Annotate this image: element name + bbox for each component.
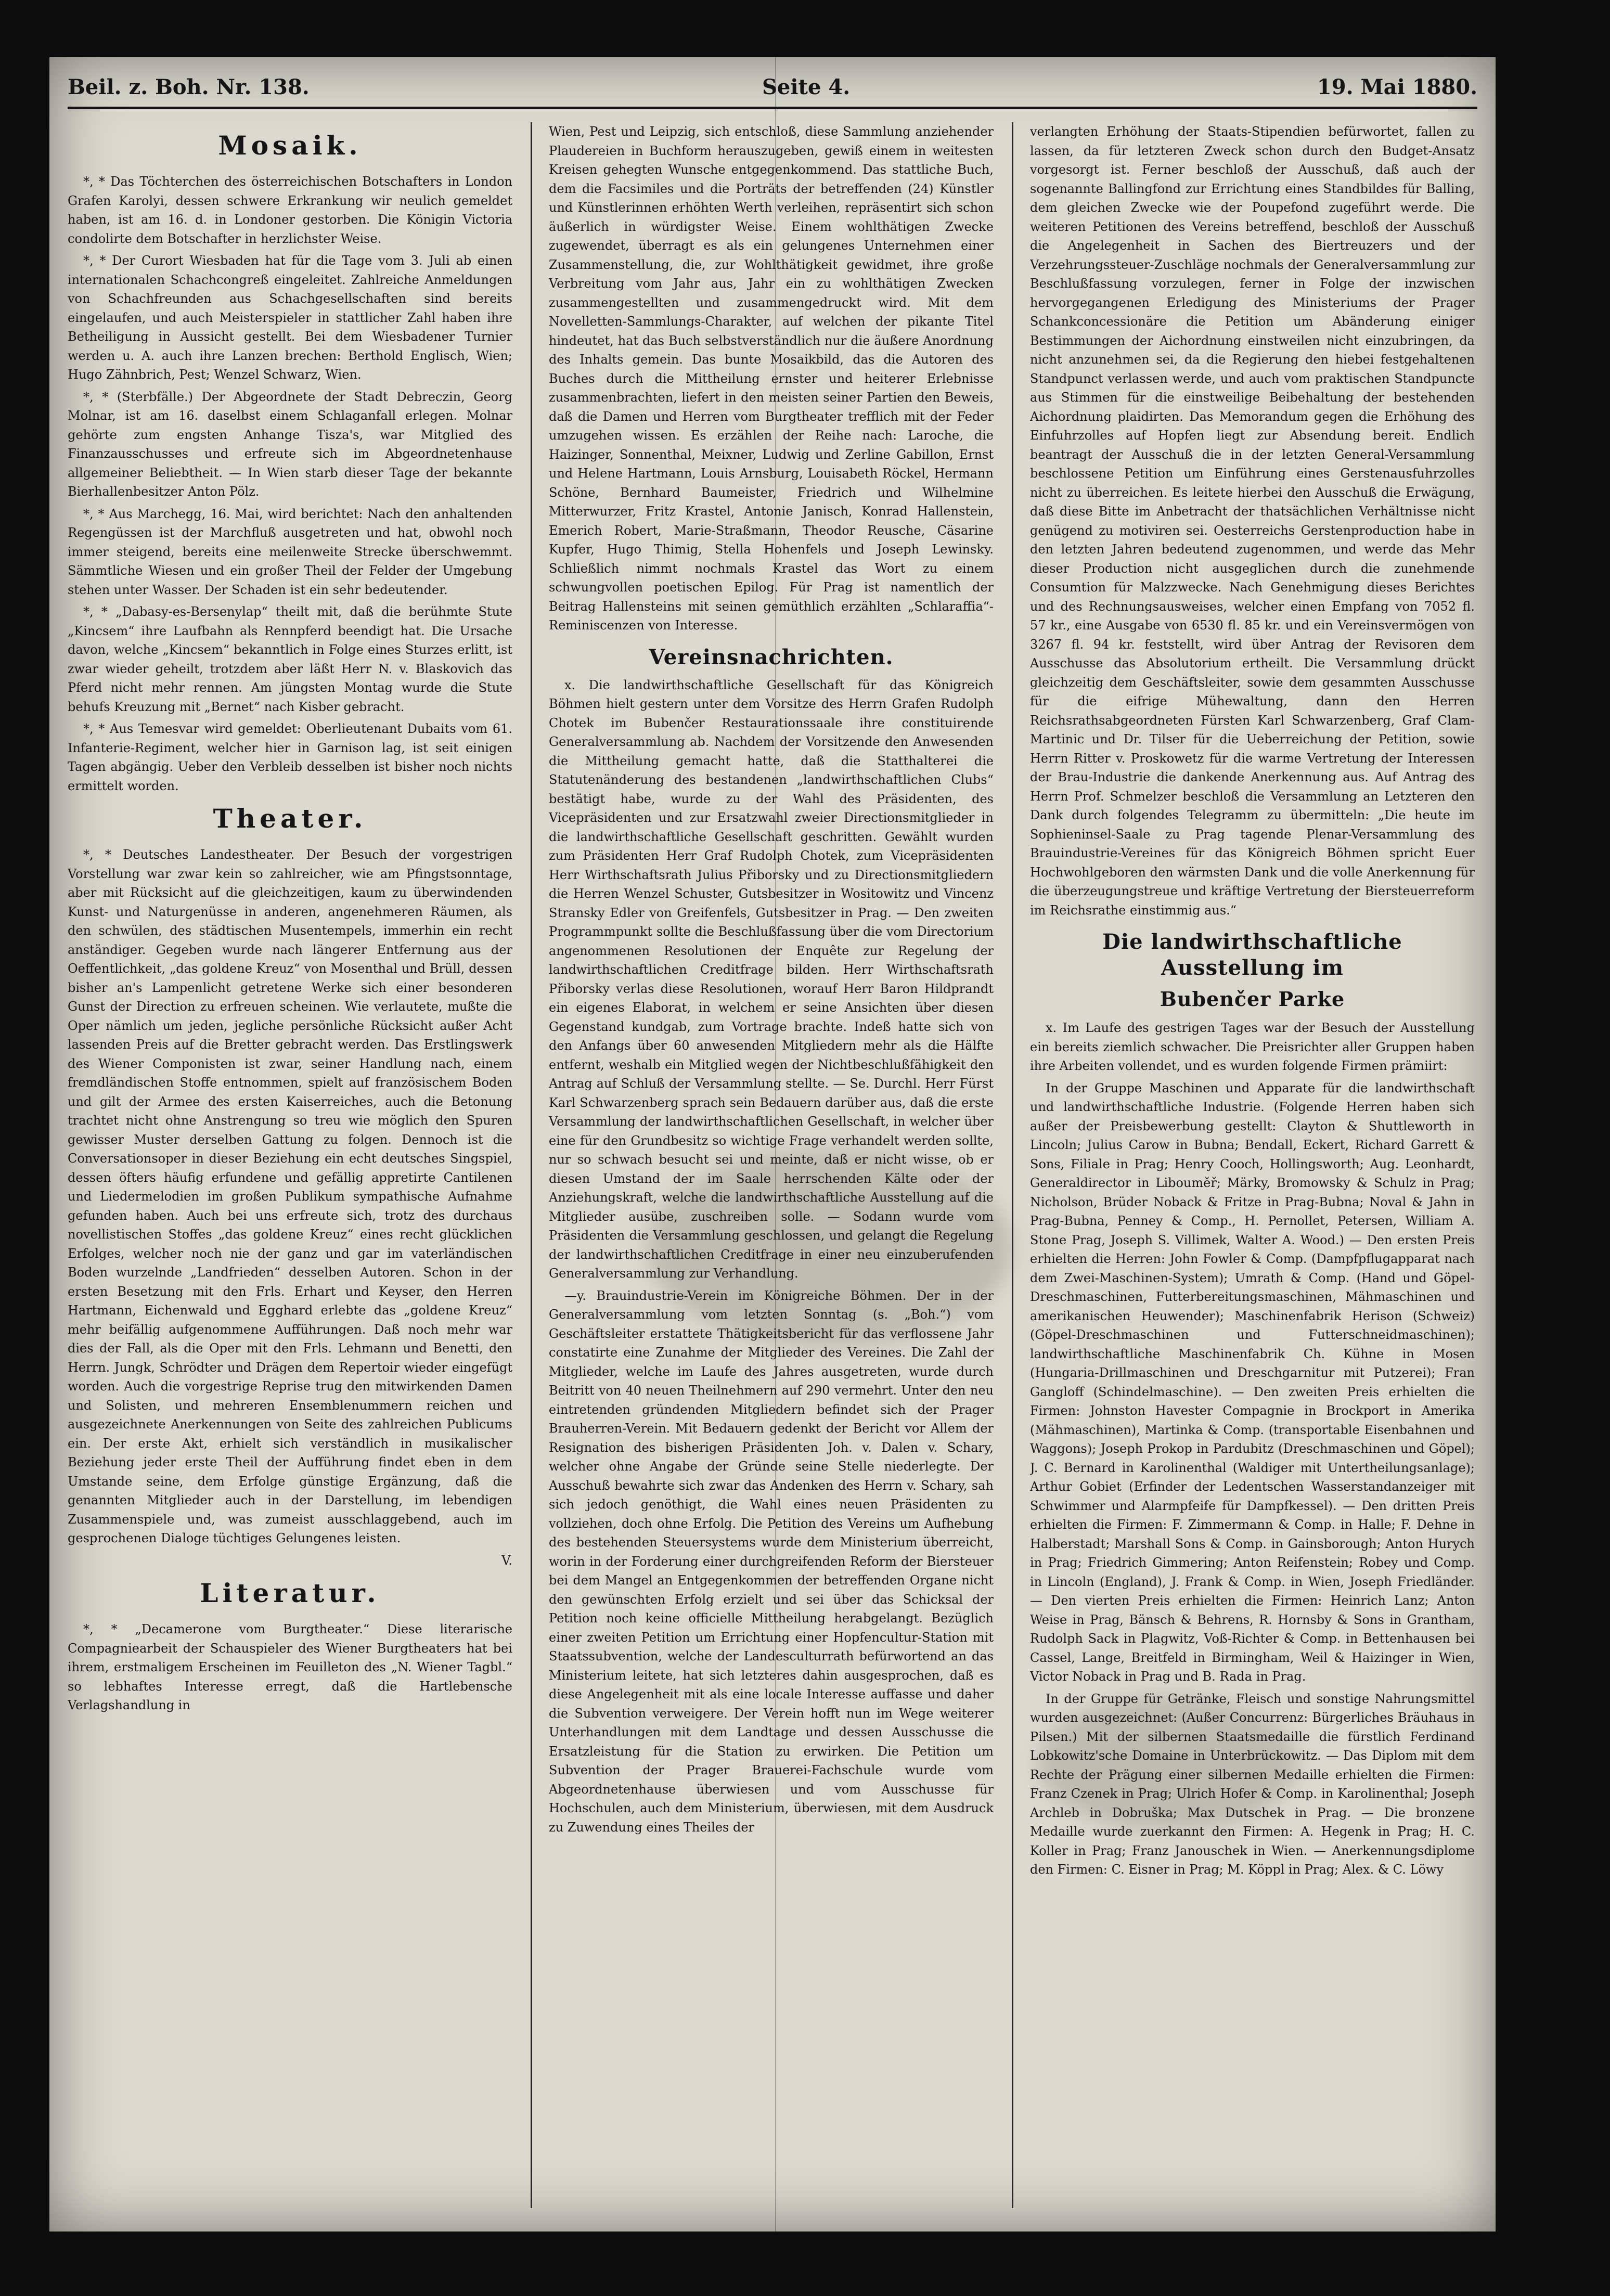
page-header	[68, 73, 1477, 104]
section-subtitle-ausstellung: Bubenčer Parke	[1160, 987, 1345, 1011]
header-date: 19. Mai 1880.	[1317, 75, 1477, 99]
article-paragraph: *, * „Decamerone vom Burgtheater.“ Diese literarische Compagniearbeit der Schauspieler des Wiener Burgtheaters hat bei ihrem, erstmaligem Erscheinen im Feuilleton des „N. Wiener Tagbl.“ so lebhaftes Interesse erregt, daß die Hartlebensche Verlagshandlung in	[68, 1622, 512, 1712]
section-title-theater: Theater.	[213, 803, 367, 834]
article-paragraph: *, * Aus Temesvar wird gemeldet: Oberlieutenant Dubaits vom 61. Infanterie-Regiment, welcher hier in Garnison lag, ist seit einigen Tagen abgängig. Ueber den Verbleib desselben ist bisher noch nichts ermittelt worden.	[68, 721, 512, 793]
article-paragraph: *, * Aus Marchegg, 16. Mai, wird berichtet: Nach den anhaltenden Regengüssen ist der Marchfluß ausgetreten und hat, obwohl noch immer steigend, bereits eine meilenweite Strecke überschwemmt. Sämmtliche Wiesen und ein großer Theil der Felder der Umgebung stehen unter Wasser. Der Schaden ist ein sehr bedeutender.	[68, 506, 512, 597]
section-title-vereinsnachrichten: Vereinsnachrichten.	[649, 644, 894, 669]
article-paragraph: *, * Das Töchterchen des österreichischen Botschafters in London Grafen Karolyi, dessen schwere Erkrankung wir neulich gemeldet haben, ist am 16. d. in Londoner gestorben. Die Königin Victoria condolirte dem Botschafter in herzlichster Weise.	[68, 174, 512, 246]
section-title-ausstellung: Die landwirthschaftliche Ausstellung im	[1102, 930, 1402, 980]
header-page-number: Seite 4.	[762, 75, 851, 99]
article-paragraph: *, * Deutsches Landestheater. Der Besuch der vorgestrigen Vorstellung war zwar kein so zahlreicher, wie am Pfingstsonntage, aber mit Rücksicht auf die gleichzeitigen, kaum zu überwindenden Kunst- und Naturgenüsse in anderen, angenehmeren Räumen, als den schwülen, des städtischen Musentempels, immerhin ein recht anständiger. Gegeben wurde nach längerer Entfernung aus der Oeffentlichkeit, „das goldene Kreuz“ von Mosenthal und Brüll, dessen bisher an's Lampenlicht getretene Werke sich einer besonderen Gunst der Direction zu erfreuen scheinen. Wie verlautete, mußte die Oper nämlich um jeden, jegliche persönliche Rücksicht außer Acht lassenden Preis auf die Bretter gebracht werden. Das Erstlingswerk des Wiener Componisten ist zwar, seiner Handlung nach, einem fremdländischen Stoffe entnommen, spielt auf französischem Boden und gilt der Armee des ersten Kaiserreiches, auch die Betonung trachtet nicht ohne Anstrengung so treu wie möglich den Spuren gewisser Muster derselben Gattung zu folgen. Dennoch ist die Conversationsoper in dieser Beziehung ein echt deutsches Singspiel, dessen öfters häufig erfundene und gefällig appretirte Cantilenen und Liedermelodien im großen Publikum sympathische Aufnahme gefunden haben. Auch bei uns erfreute sich, trotz des durchaus novellistischen Stoffes „das goldene Kreuz“ eines recht glücklichen Erfolges, welcher noch nie der ganz und gar im vaterländischen Boden wurzelnde „Landfrieden“ desselben Autoren. Schon in der ersten Besetzung mit den Frls. Erhart und Keyser, den Herren Hartmann, Eichenwald und Egghard erlebte das „goldene Kreuz“ mehr beifällig aufgenommene Aufführungen. Daß noch mehr war dies der Fall, als die Oper mit den Frls. Lehmann und Benetti, den Herrn. Jungk, Schrödter und Drägen dem Repertoir wieder eingefügt worden. Auch die vorgestrige Reprise trug den mitwirkenden Damen und Solisten, und mehreren Ensemblenummern reichen und ausgezeichnete Anerkennungen von Seite des zahlreichen Publicums ein. Der erste Akt, erhielt sich verständlich in musikalischer Beziehung jeder erste Theil der Aufführung findet eben in dem Umstande seine, dem Erfolge günstige Ergänzung, daß die genannten Mitglieder auch in der Darstellung, im lebendigen Zusammenspiele und, was zumeist ausschlaggebend, auch im gesprochenen Dialoge tüchtiges Gelungenes leisten.	[68, 847, 512, 1545]
column-rule	[531, 122, 532, 2208]
article-paragraph: *, * „Dabasy-es-Bersenylap“ theilt mit, daß die berühmte Stute „Kincsem“ ihre Laufbahn als Rennpferd beendigt hat. Die Ursache davon, welche „Kincsem“ bekanntlich in Folge eines Sturzes erlitt, ist zwar wieder geheilt, trotzdem aber läßt Herr N. v. Blaskovich das Pferd nicht mehr rennen. Am jüngsten Montag wurde die Stute behufs Kreuzung mit „Bernet“ nach Kisber gebracht.	[68, 604, 512, 714]
article-paragraph: *, * (Sterbfälle.) Der Abgeordnete der Stadt Debreczin, Georg Molnar, ist am 16. daselbst einem Schlaganfall erlegen. Molnar gehörte zum engsten Anhange Tisza's, war Mitglied des Finanzausschusses und erfreute sich im Abgeordnetenhause allgemeiner Beliebtheit. — In Wien starb dieser Tage der bekannte Bierhallenbesitzer Anton Pölz.	[68, 389, 512, 499]
article-paragraph: In der Gruppe für Getränke, Fleisch und sonstige Nahrungsmittel wurden ausgezeichnet: (Außer Concurrenz: Bürgerliches Bräuhaus in Pilsen.) Mit der silbernen Staatsmedaille die fürstlich Ferdinand Lobkowitz'sche Domaine in Unterbrückowitz. — Das Diplom mit dem Rechte der Prägung einer silbernen Medaille erhielten die Firmen: Franz Czenek in Prag; Ulrich Hofer & Comp. in Karolinenthal; Joseph Archleb in Dobruška; Max Dutschek in Prag. — Die bronzene Medaille wurde zuerkannt den Firmen: A. Hegenk in Prag; H. C. Koller in Prag; Franz Janouschek in Wien. — Anerkennungsdiplome den Firmen: C. Eisner in Prag; M. Köppl in Prag; Alex. & C. Löwy	[1030, 1691, 1475, 1877]
header-rule	[68, 107, 1477, 109]
section-title-literatur: Literatur.	[200, 1578, 380, 1608]
column-2	[549, 122, 994, 2208]
article-paragraph: Wien, Pest und Leipzig, sich entschloß, diese Sammlung anziehender Plaudereien in Buchform herauszugeben, gewiß einem in weitesten Kreisen gehegten Wunsche entgegenkommend. Das stattliche Buch, dem die Facsimiles und die Porträts der betreffenden (24) Künstler und Künstlerinnen erhöhten Werth verleihen, repräsentirt sich schon äußerlich in würdigster Weise. Einem wohlthätigen Zwecke zugewendet, überragt es als ein gelungenes Unternehmen einer Zusammenstellung, die, zur Wohlthätigkeit gewidmet, ihre große Verbreitung vom Jahr aus, Jahr ein zu wohlthätigen Zwecken zusammengestellten und zusammengedruckt wird. Mit dem Novelletten-Sammlungs-Charakter, auf welchen der pikante Titel hindeutet, hat das Buch selbstverständlich nur die äußere Anordnung des Inhalts gemein. Das bunte Mosaikbild, das die Autoren des Buches durch die Mittheilung ernster und heiterer Erlebnisse zusammenbrachten, liefert in den meisten seiner Partien den Beweis, daß die Damen und Herren vom Burgtheater trefflich mit der Feder umzugehen wissen. Es erzählen der Reihe nach: Laroche, die Haizinger, Sonnenthal, Meixner, Ludwig und Zerline Gabillon, Ernst und Helene Hartmann, Louis Arnsburg, Louisabeth Röckel, Hermann Schöne, Bernhard Baumeister, Friedrich und Wilhelmine Mitterwurzer, Fritz Krastel, Antonie Janisch, Konrad Hallenstein, Emerich Robert, Marie-Straßmann, Theodor Reusche, Cäsarine Kupfer, Hugo Thimig, Stella Hohenfels und Joseph Lewinsky. Schließlich nimmt nochmals Krastel das Wort zu einem schwungvollen poetischen Epilog. Für Prag ist namentlich der Beitrag Hallensteins mit seinen gemüthlich erzählten „Schlaraffia“-Reminiscenzen von Interesse.	[549, 124, 994, 633]
newspaper-page	[49, 57, 1496, 2231]
article-paragraph: *, * Der Curort Wiesbaden hat für die Tage vom 3. Juli ab einen internationalen Schachcongreß eingeleitet. Zahlreiche Anmeldungen von Schachfreunden aus Schachgesellschaften sind bereits eingelaufen, und auch Meisterspieler in stattlicher Zahl haben ihre Betheiligung in Aussicht gestellt. Bei dem Wiesbadener Turnier werden u. A. auch ihre Lanzen brechen: Berthold Englisch, Wien; Hugo Zähnbrich, Pest; Wenzel Schwarz, Wien.	[68, 253, 512, 382]
column-rule	[1012, 122, 1013, 2208]
header-issue: Beil. z. Boh. Nr. 138.	[68, 75, 310, 99]
article-paragraph: In der Gruppe Maschinen und Apparate für die landwirthschaft und landwirthschaftliche Industrie. (Folgende Herren haben sich außer der Preisbewerbung gestellt: Clayton & Shuttleworth in Lincoln; Julius Carow in Bubna; Bendall, Eckert, Richard Garrett & Sons, Filiale in Prag; Henry Cooch, Hollingsworth; Aug. Leonhardt, Generaldirector in Libouměř; Märky, Bromowsky & Schulz in Prag; Nicholson, Brüder Noback & Fritze in Prag-Bubna; Noval & Jahn in Prag-Bubna, Penney & Comp., H. Pernollet, Petersen, William A. Stone Prag, Joseph S. Villimek, Walter A. Wood.) — Den ersten Preis erhielten die Herren: John Fowler & Comp. (Dampfpflugapparat nach dem Zwei-Maschinen-System); Umrath & Comp. (Hand und Göpel-Dreschmaschinen, Futterbereitungsmaschinen, Mähmaschinen und amerikanischen Heuwender); Maschinenfabrik Herison (Schweiz) (Göpel-Dreschmaschinen und Futterschneidmaschinen); landwirthschaftliche Maschinenfabrik Ch. Kühne in Mosen (Hungaria-Drillmaschinen und Dreschgarnitur mit Putzerei); Fran Gangloff (Schindelmaschine). — Den zweiten Preis erhielten die Firmen: Johnston Havester Compagnie in Brockport in Amerika (Mähmaschinen), Martinka & Comp. (transportable Eisenbahnen und Waggons); Joseph Prokop in Pardubitz (Dreschmaschinen und Göpel); J. C. Bernard in Karolinenthal (Waldiger mit Untertheilungsanlage); Arthur Gobiet (Erfinder der Ledentschen Wasserstandanzeiger mit Schwimmer und Alarmpfeife für Dampfkessel). — Den dritten Preis erhielten die Firmen: F. Zimmermann & Comp. in Halle; F. Dehne in Halberstadt; Marshall Sons & Comp. in Gainsborough; Anton Hurych in Prag; Friedrich Gimmering; Anton Reifenstein; Robey und Comp. in Lincoln (England), J. Frank & Comp. in Wien, Joseph Friedländer. — Den vierten Preis erhielten die Firmen: Heinrich Lanz; Anton Weise in Prag, Bänsch & Behrens, R. Hornsby & Sons in Grantham, Rudolph Sack in Plagwitz, Voß-Richter & Comp. in Bettenhausen bei Cassel, Lange, Breitfeld in Birmingham, Weil & Haizinger in Wien, Victor Noback in Prag und B. Rada in Prag.	[1030, 1080, 1475, 1684]
article-signature: V.	[501, 1553, 512, 1568]
column-3	[1030, 122, 1475, 2208]
article-paragraph: x. Die landwirthschaftliche Gesellschaft für das Königreich Böhmen hielt gestern unter dem Vorsitze des Herrn Grafen Rudolph Chotek im Bubenčer Restaurationssaale ihre constituirende Generalversammlung ab. Nachdem der Vorsitzende den Anwesenden die Mittheilung gemacht hatte, daß die Statthalterei die Statutenänderung des bestandenen „landwirthschaftlichen Clubs“ bestätigt habe, wurde zu der Wahl des Präsidenten, des Vicepräsidenten und zur Ersatzwahl zweier Directionsmitglieder in die landwirthschaftliche Gesellschaft geschritten. Gewählt wurden zum Präsidenten Herr Graf Rudolph Chotek, zum Vicepräsidenten Herr Wirthschaftsrath Julius Přiborsky und zu Directionsmitgliedern die Herren Wenzel Schuster, Gutsbesitzer in Wositowitz und Vincenz Stransky Edler von Greifenfels, Gutsbesitzer in Prag. — Den zweiten Programmpunkt sollte die Beschlußfassung über die vom Directorium angenommenen Resolutionen der Enquête zur Regelung der landwirthschaftlichen Creditfrage bilden. Herr Wirthschaftsrath Přiborsky verlas diese Resolutionen, worauf Herr Baron Hildprandt ein eigenes Elaborat, in welchem er seine Ansichten über diesen Gegenstand kundgab, zum Vortrage brachte. Indeß hatte sich von den Anfangs über 60 anwesenden Mitgliedern mehr als die Hälfte entfernt, weshalb ein Mitglied wegen der Nichtbeschlußfähigkeit den Antrag auf Schluß der Versammlung stellte. — Se. Durchl. Herr Fürst Karl Schwarzenberg sprach sein Bedauern darüber aus, daß die erste Versammlung der landwirthschaftlichen Gesellschaft, in welcher über eine für den Grundbesitz so wichtige Frage verhandelt werden sollte, nur so schwach besucht sei und meinte, daß er nicht wisse, ob er diesen Umstand der im Saale herrschenden Kälte oder der Anziehungskraft, welche die landwirthschaftliche Ausstellung auf die Mitglieder ausübe, zuschreiben solle. — Sodann wurde vom Präsidenten die Versammlung geschlossen, und gelangt die Regelung der landwirthschaftlichen Creditfrage in einer neu einzuberufenden Generalversammlung zur Verhandlung.	[549, 677, 994, 1281]
column-1	[68, 122, 512, 2208]
article-paragraph: verlangten Erhöhung der Staats-Stipendien befürwortet, fallen zu lassen, da für letzteren Zweck schon durch den Budget-Ansatz vorgesorgt ist. Ferner beschloß der Ausschuß, daß auch der sogenannte Ballingfond zur Errichtung eines Standbildes für Balling, dem gleichen Zwecke wie der Poupefond zugeführt werde. Die weiteren Petitionen des Vereins betreffend, beschloß der Ausschuß die Angelegenheit in Sachen des Biertreuzers und der Verzehrungssteuer-Zuschläge nochmals der Generalversammlung zur Beschlußfassung vorzulegen, ferner in Folge der inzwischen hervorgegangenen Erledigung des Ministeriums der Prager Schankconcessionäre die Petition um Abänderung einiger Bestimmungen der Aichordnung einstweilen nicht einzubringen, da nicht anzunehmen sei, da die Regierung den hiebei festgehaltenen Standpunct verlassen werde, und auch vom praktischen Standpuncte aus Stimmen für die einstweilige Beibehaltung der bestehenden Aichordnung plaidirten. Das Memorandum gegen die Erhöhung des Einfuhrzolles auf Hopfen liegt zur Absendung bereit. Endlich beantragt der Ausschuß die in der letzten General-Versammlung beschlossene Petition um Einführung eines Gerstenausfuhrzolles nicht zu überreichen. Es leitete hierbei den Ausschuß die Erwägung, daß diese Bitte im Anbetracht der thatsächlichen Verhältnisse nicht genügend zu motiviren sei. Oesterreichs Gerstenproduction habe in den letzten Jahren bedeutend zugenommen, und werde das Mehr dieser Production nicht ausgeglichen durch die zunehmende Consumtion für Malzzwecke. Nach Genehmigung dieses Berichtes und des Rechnungsausweises, welcher einen Empfang von 7052 fl. 57 kr., eine Ausgabe von 6530 fl. 85 kr. und ein Vereinsvermögen von 3267 fl. 94 kr. feststellt, wird über Antrag der Revisoren dem Ausschusse das Absolutorium ertheilt. Die Versammlung drückt gleichzeitig dem Geschäftsleiter, sowie dem gesammten Ausschusse für die eifrige Mühewaltung, dann den Herren Reichsrathsabgeordneten Fürsten Karl Schwarzenberg, Graf Clam-Martinic und Dr. Tilser für die Ueberreichung der Petition, sowie Herrn Ritter v. Proskowetz für die warme Vertretung der Interessen der Brau-Industrie die dankende Anerkennung aus. Auf Antrag des Herrn Prof. Schmelzer beschloß die Versammlung an Letzteren den Dank durch folgendes Telegramm zu übermitteln: „Die heute im Sophieninsel-Saale zu Prag tagende Plenar-Versammlung des Brauindustrie-Vereines für das Königreich Böhmen spricht Euer Hochwohlgeboren den wärmsten Dank und die volle Anerkennung für die überzeugungstreue und kräftige Vertretung der Biersteuerreform im Reichsrathe einstimmig aus.“	[1030, 124, 1475, 918]
section-title-mosaik: Mosaik.	[218, 130, 362, 161]
article-paragraph: x. Im Laufe des gestrigen Tages war der Besuch der Ausstellung ein bereits ziemlich schwacher. Die Preisrichter aller Gruppen haben ihre Arbeiten vollendet, und es wurden folgende Firmen prämiirt:	[1030, 1021, 1475, 1073]
article-paragraph: —y. Brauindustrie-Verein im Königreiche Böhmen. Der in der Generalversammlung vom letzten Sonntag (s. „Boh.“) vom Geschäftsleiter erstattete Thätigkeitsbericht für das verflossene Jahr constatirte eine Zunahme der Mitglieder des Vereines. Die Zahl der Mitglieder, welche im Laufe des Jahres ausgetreten, wurde durch Beitritt von 40 neuen Theilnehmern auf 290 vermehrt. Unter den neu eintretenden gründenden Mitgliedern befindet sich der Prager Brauherren-Verein. Mit Bedauern gedenkt der Bericht vor Allem der Resignation des bisherigen Präsidenten Joh. v. Dalen v. Schary, welcher ohne Angabe der Gründe seine Stelle niederlegte. Der Ausschuß bewahrte sich zwar das Andenken des Herrn v. Schary, sah sich jedoch genöthigt, die Wahl eines neuen Präsidenten zu vollziehen, doch ohne Erfolg. Die Petition des Vereins um Aufhebung des bestehenden Steuersystems wurde dem Ministerium überreicht, worin in der Forderung einer durchgreifenden Reform der Biersteuer bei dem Mangel an Entgegenkommen der betreffenden Organe nicht den gewünschten Erfolg erzielt und sei über das Schicksal der Petition noch keine officielle Mittheilung herabgelangt. Bezüglich einer zweiten Petition um Errichtung einer Hopfencultur-Station mit Staatssubvention, welche der Landesculturrath befürwortend an das Ministerium leitete, hat sich letzteres dahin ausgesprochen, daß es diese Angelegenheit mit als eine locale Interesse auffasse und daher die Subvention verweigere. Der Verein hofft nun im Wege weiterer Unterhandlungen mit dem Landtage und dessen Ausschusse die Ersatzleistung für die Station zu erwirken. Die Petition um Subvention der Prager Brauerei-Fachschule wurde vom Abgeordnetenhause überwiesen und vom Ausschusse für Hochschulen, auch dem Ministerium, überwiesen, mit dem Ausdruck zu Zuwendung eines Theiles der	[549, 1288, 994, 1835]
